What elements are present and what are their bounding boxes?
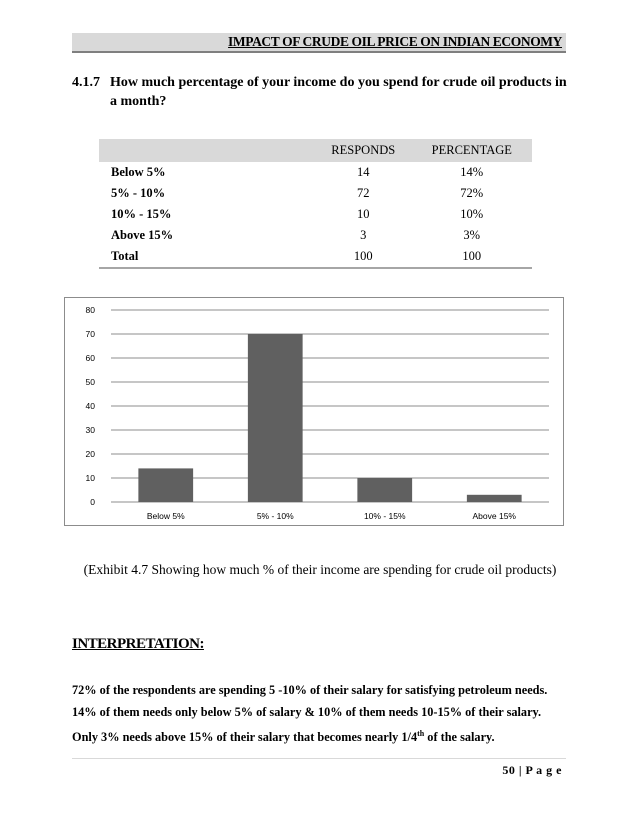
y-tick-label: 70 <box>85 329 95 339</box>
y-tick-label: 30 <box>85 425 95 435</box>
table-row <box>99 183 532 204</box>
row-label: 5% - 10% <box>111 186 166 200</box>
bar <box>248 334 303 502</box>
interpretation-line: 14% of them needs only below 5% of salary & 10% of them needs 10-15% of their salary. <box>72 705 542 719</box>
row-label: 10% - 15% <box>111 207 172 221</box>
table-row-total <box>99 246 532 268</box>
row-label: Below 5% <box>111 165 166 179</box>
interpretation-text <box>72 679 570 748</box>
y-tick-label: 20 <box>85 449 95 459</box>
y-tick-label: 50 <box>85 377 95 387</box>
row-percentage: 100 <box>412 246 532 268</box>
y-tick-label: 10 <box>85 473 95 483</box>
header-title: IMPACT OF CRUDE OIL PRICE ON INDIAN ECONOMY <box>228 34 562 49</box>
interpretation-line <box>72 723 570 748</box>
interpretation-line3-end: of the salary. <box>424 730 495 745</box>
table-header-row <box>99 139 532 162</box>
row-responds: 10 <box>357 207 370 221</box>
x-tick-label: Above 15% <box>472 511 516 521</box>
row-percentage: 14% <box>460 165 484 179</box>
question-text: How much percentage of your income do you spend for crude oil products in a month? <box>110 75 567 109</box>
footer-divider <box>72 758 566 759</box>
x-tick-label: Below 5% <box>146 511 185 521</box>
bar <box>467 495 522 502</box>
bar-chart <box>64 297 564 526</box>
interpretation-line: 72% of the respondents are spending 5 -10% of their salary for satisfying petroleum needs. <box>72 683 548 697</box>
y-tick-label: 40 <box>85 401 95 411</box>
y-tick-label: 60 <box>85 353 95 363</box>
row-responds: 100 <box>315 246 412 268</box>
table-header-blank <box>99 139 315 162</box>
row-responds: 14 <box>357 165 370 179</box>
page-header <box>72 33 566 53</box>
table-row <box>99 204 532 225</box>
row-percentage: 10% <box>460 207 484 221</box>
y-tick-label: 0 <box>90 497 95 507</box>
bar-chart-svg <box>65 298 565 527</box>
interpretation-heading: INTERPRETATION: <box>72 636 204 652</box>
table-row <box>99 162 532 183</box>
table-row <box>99 225 532 246</box>
table-header-percentage: PERCENTAGE <box>412 139 532 162</box>
exhibit-caption: (Exhibit 4.7 Showing how much % of their income are spending for crude oil products) <box>83 562 557 577</box>
row-responds: 72 <box>357 186 370 200</box>
response-table <box>99 139 532 269</box>
page-number: 50 | P a g e <box>502 763 562 777</box>
superscript-th: th <box>417 729 425 738</box>
x-tick-label: 10% - 15% <box>363 511 406 521</box>
row-responds: 3 <box>360 228 367 242</box>
row-percentage: 3% <box>463 228 481 242</box>
question-number: 4.1.7 <box>72 75 100 90</box>
row-label: Total <box>99 246 315 268</box>
row-label: Above 15% <box>111 228 174 242</box>
bar <box>138 468 193 502</box>
interpretation-line3-text: Only 3% needs above 15% of their salary that becomes nearly 1/4 <box>72 730 418 745</box>
bar <box>357 478 412 502</box>
y-tick-label: 80 <box>85 305 95 315</box>
table-header-responds: RESPONDS <box>315 139 412 162</box>
x-tick-label: 5% - 10% <box>256 511 294 521</box>
row-percentage: 72% <box>460 186 484 200</box>
